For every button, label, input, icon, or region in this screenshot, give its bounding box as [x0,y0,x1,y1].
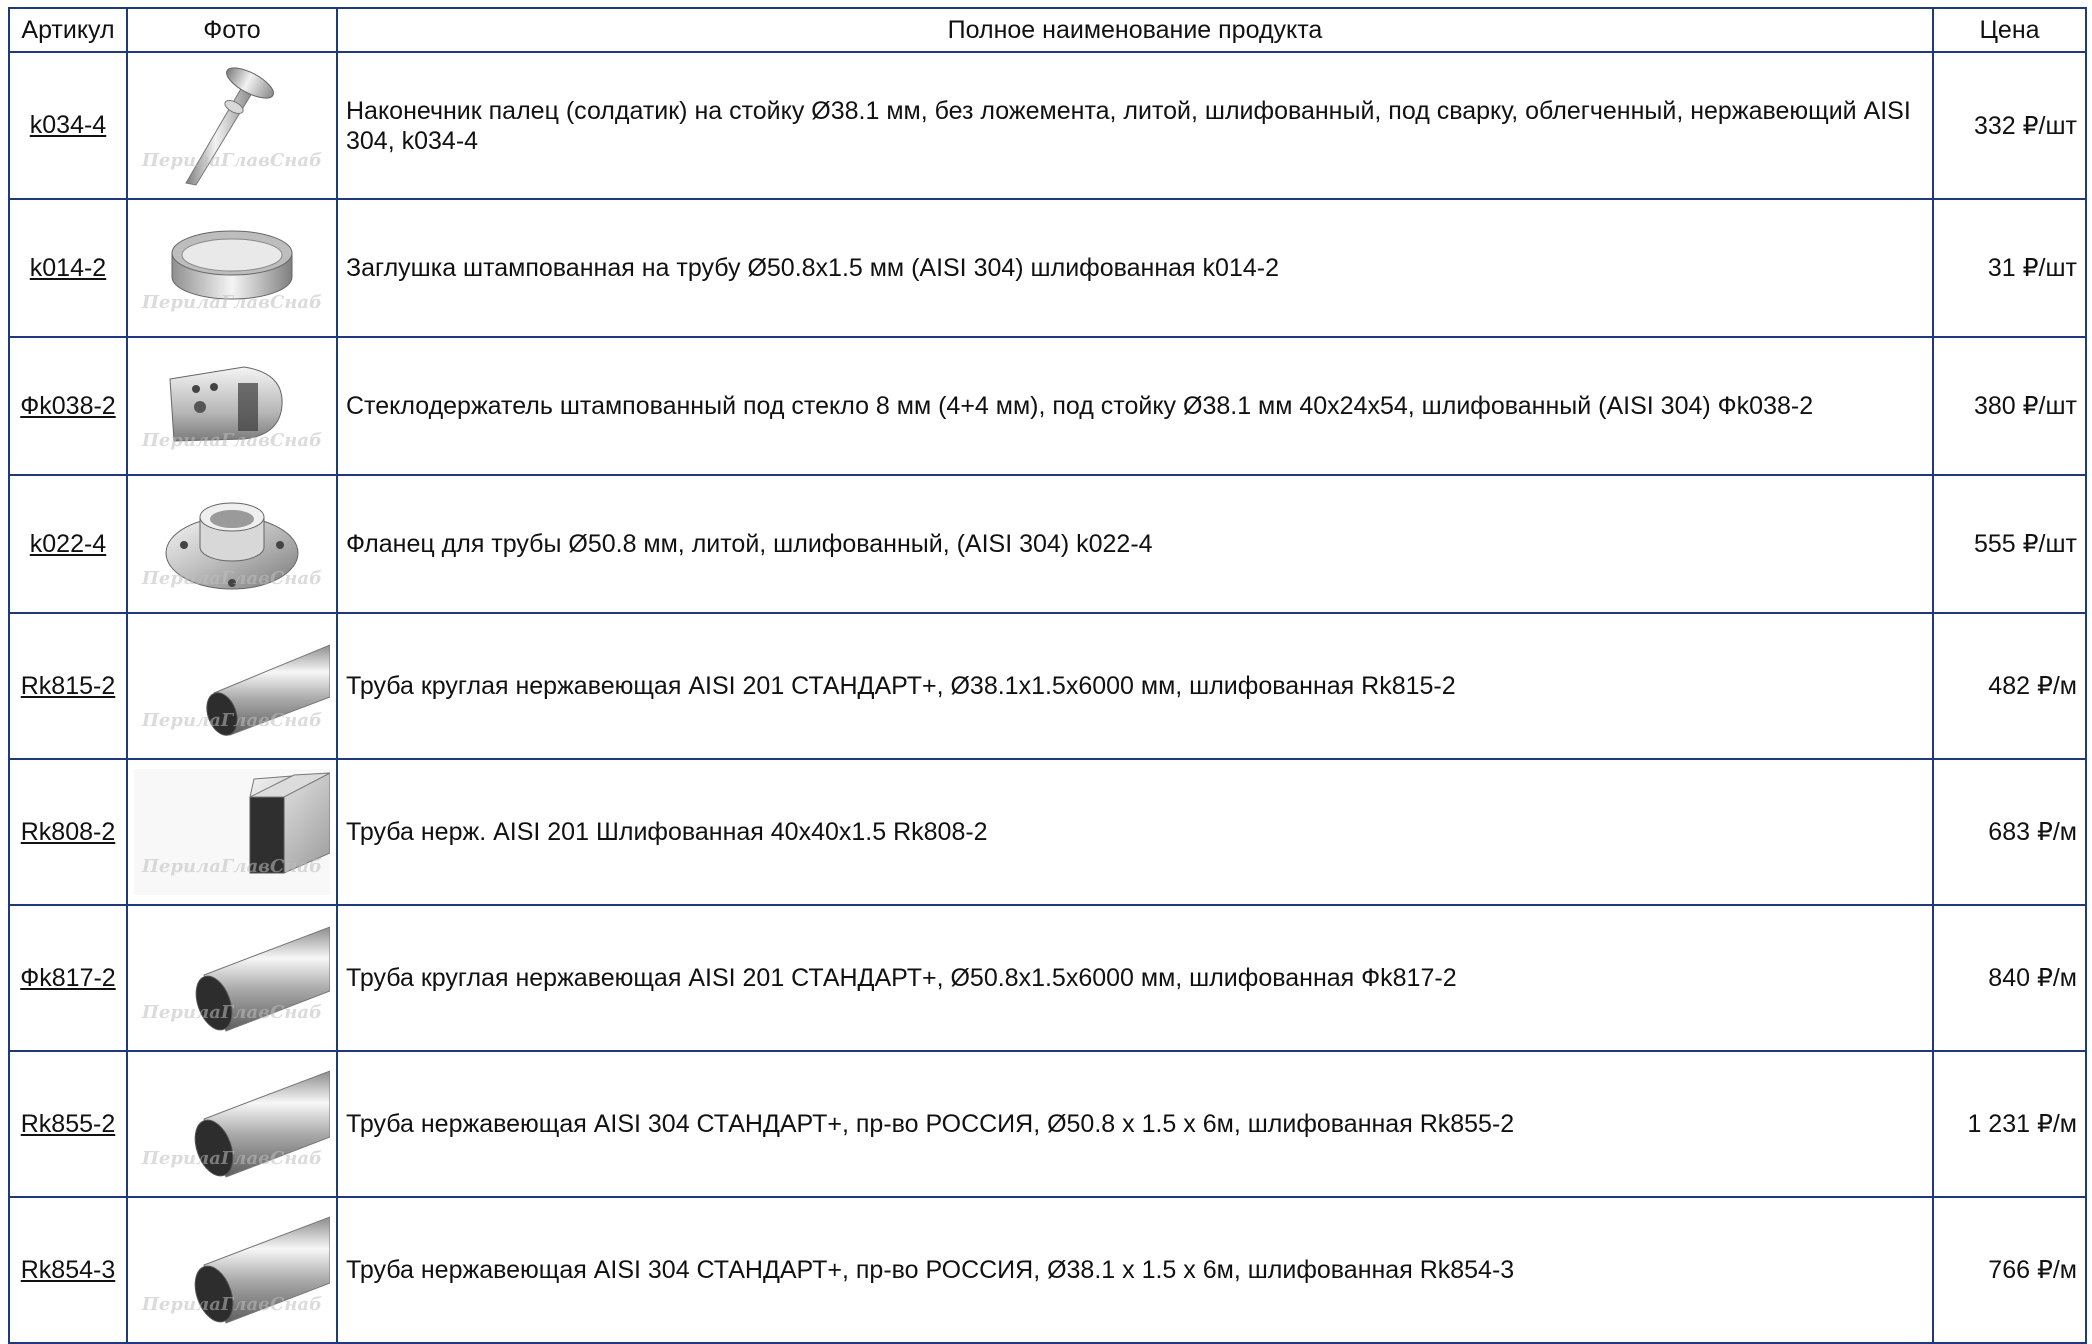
products-table-wrapper [8,7,2085,1344]
product-price: 683 ₽/м [1933,759,2086,905]
sku-cell [9,475,127,613]
product-photo[interactable] [134,343,330,469]
table-row [9,1197,2086,1343]
watermark: ПерилаГлавСнаб [141,568,323,589]
table-row [9,52,2086,199]
watermark: ПерилаГлавСнаб [141,1148,323,1169]
sku-link[interactable]: Rk854-3 [20,1255,116,1284]
sku-link[interactable]: Rk808-2 [20,817,116,846]
flange-icon [134,481,330,607]
finger-tip-post-icon [134,63,330,189]
photo-cell [127,1051,337,1197]
glass-holder-icon [134,343,330,469]
product-price: 31 ₽/шт [1933,199,2086,337]
product-price: 482 ₽/м [1933,613,2086,759]
end-cap-icon [134,205,330,331]
watermark: ПерилаГлавСнаб [141,1002,323,1023]
product-photo[interactable] [134,915,330,1041]
product-name: Заглушка штампованная на трубу Ø50.8x1.5 мм (AISI 304) шлифованная k014-2 [337,199,1933,337]
product-name: Стеклодержатель штампованный под стекло 8 мм (4+4 мм), под стойку Ø38.1 мм 40х24х54, шлифованный (AISI 304) Фk038-2 [337,337,1933,475]
sku-cell [9,1051,127,1197]
photo-cell [127,1197,337,1343]
table-row [9,337,2086,475]
product-photo[interactable] [134,623,330,749]
product-photo[interactable] [134,769,330,895]
round-pipe-icon [134,1207,330,1333]
photo-cell [127,613,337,759]
sku-cell [9,199,127,337]
product-price: 1 231 ₽/м [1933,1051,2086,1197]
sku-link[interactable]: Фk817-2 [20,963,116,992]
table-row [9,199,2086,337]
product-price: 555 ₽/шт [1933,475,2086,613]
watermark: ПерилаГлавСнаб [141,1294,323,1315]
product-name: Труба нерж. AISI 201 Шлифованная 40х40х1.5 Rk808-2 [337,759,1933,905]
product-photo[interactable] [134,63,330,189]
sku-link[interactable]: k034-4 [29,111,107,139]
watermark: ПерилаГлавСнаб [141,710,323,731]
round-pipe-icon [134,1061,330,1187]
sku-link[interactable]: Rk855-2 [20,1109,116,1138]
header-sku: Артикул [9,8,127,52]
sku-cell [9,1197,127,1343]
photo-cell [127,337,337,475]
product-photo[interactable] [134,205,330,331]
photo-cell [127,905,337,1051]
table-row [9,905,2086,1051]
product-name: Труба круглая нержавеющая AISI 201 СТАНДАРТ+, Ø50.8x1.5x6000 мм, шлифованная Фk817-2 [337,905,1933,1051]
table-row [9,1051,2086,1197]
product-name: Фланец для трубы Ø50.8 мм, литой, шлифованный, (AISI 304) k022-4 [337,475,1933,613]
header-price: Цена [1933,8,2086,52]
photo-cell [127,52,337,199]
sku-cell [9,337,127,475]
photo-cell [127,199,337,337]
square-pipe-icon [134,769,330,895]
table-row [9,613,2086,759]
product-name: Труба круглая нержавеющая AISI 201 СТАНДАРТ+, Ø38.1x1.5x6000 мм, шлифованная Rk815-2 [337,613,1933,759]
product-photo[interactable] [134,481,330,607]
product-name: Наконечник палец (солдатик) на стойку Ø38.1 мм, без ложемента, литой, шлифованный, под сварку, облегченный, нержавеющий AISI 304, k034-4 [337,52,1933,199]
header-name: Полное наименование продукта [337,8,1933,52]
table-row [9,759,2086,905]
sku-cell [9,759,127,905]
watermark: ПерилаГлавСнаб [141,149,323,171]
product-name: Труба нержавеющая AISI 304 СТАНДАРТ+, пр-во РОССИЯ, Ø38.1 х 1.5 х 6м, шлифованная Rk854-3 [337,1197,1933,1343]
product-photo[interactable] [134,1061,330,1187]
product-price: 332 ₽/шт [1933,52,2086,199]
sku-link[interactable]: k022-4 [29,529,107,558]
product-name: Труба нержавеющая AISI 304 СТАНДАРТ+, пр-во РОССИЯ, Ø50.8 х 1.5 х 6м, шлифованная Rk855-2 [337,1051,1933,1197]
sku-cell [9,905,127,1051]
sku-link[interactable]: Фk038-2 [20,391,116,420]
watermark: ПерилаГлавСнаб [141,292,323,313]
round-pipe-icon [134,915,330,1041]
product-photo[interactable] [134,1207,330,1333]
header-photo: Фото [127,8,337,52]
watermark: ПерилаГлавСнаб [141,856,323,877]
products-table [8,7,2087,1344]
sku-cell [9,613,127,759]
watermark: ПерилаГлавСнаб [141,430,323,451]
product-price: 766 ₽/м [1933,1197,2086,1343]
sku-link[interactable]: Rk815-2 [20,671,116,700]
round-pipe-icon [134,623,330,749]
sku-cell [9,52,127,199]
table-row [9,475,2086,613]
product-price: 380 ₽/шт [1933,337,2086,475]
photo-cell [127,759,337,905]
sku-link[interactable]: k014-2 [29,253,107,282]
product-price: 840 ₽/м [1933,905,2086,1051]
photo-cell [127,475,337,613]
table-header-row [9,8,2086,52]
